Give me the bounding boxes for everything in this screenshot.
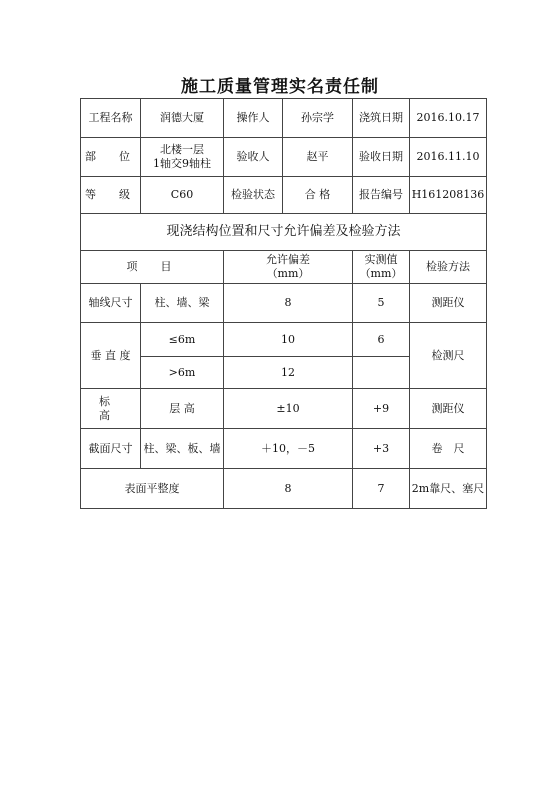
label-grade: 等 级 [81, 177, 141, 214]
info-row-grade [81, 177, 487, 214]
axis-sub: 柱、墙、梁 [141, 284, 224, 323]
row-flatness [81, 469, 487, 509]
section-size-sub: 柱、梁、板、墙 [141, 429, 224, 469]
label-report-number: 报告编号 [353, 177, 410, 214]
elevation-allowed: ±10 [224, 389, 353, 429]
header-allowed-line1: 允许偏差 [266, 253, 310, 266]
axis-measured: 5 [353, 284, 410, 323]
vertical-measured-2 [353, 357, 410, 389]
section-size-name: 截面尺寸 [81, 429, 141, 469]
label-pour-date: 浇筑日期 [353, 99, 410, 138]
header-method: 检验方法 [410, 251, 487, 284]
label-inspection-status: 检验状态 [224, 177, 283, 214]
label-accept-date: 验收日期 [353, 138, 410, 177]
value-operator: 孙宗学 [283, 99, 353, 138]
vertical-measured-1: 6 [353, 323, 410, 357]
header-allowed-line2: （mm） [266, 267, 310, 280]
header-item: 项 目 [81, 251, 224, 284]
value-location-line1: 北楼一层 [160, 143, 204, 156]
value-pour-date: 2016.10.17 [410, 99, 487, 138]
flatness-measured: 7 [353, 469, 410, 509]
header-measured-line2: （mm） [359, 267, 403, 280]
row-elevation [81, 389, 487, 429]
elevation-name: 标 高 [81, 389, 141, 429]
header-row [81, 251, 487, 284]
flatness-name: 表面平整度 [81, 469, 224, 509]
info-row-location [81, 138, 487, 177]
header-allowed-deviation [224, 251, 353, 284]
value-grade: C60 [141, 177, 224, 214]
value-accept-date: 2016.11.10 [410, 138, 487, 177]
row-axis [81, 284, 487, 323]
section-size-method: 卷 尺 [410, 429, 487, 469]
section-size-measured: +3 [353, 429, 410, 469]
value-location-line2: 1轴交9轴柱 [153, 157, 211, 170]
axis-allowed: 8 [224, 284, 353, 323]
document-title: 施工质量管理实名责任制 [181, 77, 379, 97]
value-inspection-status: 合 格 [283, 177, 353, 214]
vertical-sub-2: >6m [141, 357, 224, 389]
vertical-method: 检测尺 [410, 323, 487, 389]
section-title-row [81, 214, 487, 251]
section-title: 现浇结构位置和尺寸允许偏差及检验方法 [81, 214, 487, 251]
vertical-name: 垂 直 度 [81, 323, 141, 389]
value-report-number: H161208136 [410, 177, 487, 214]
elevation-method: 测距仪 [410, 389, 487, 429]
elevation-measured: +9 [353, 389, 410, 429]
label-location: 部 位 [81, 138, 141, 177]
label-project-name: 工程名称 [81, 99, 141, 138]
header-measured [353, 251, 410, 284]
section-size-allowed: ＋10，－5 [224, 429, 353, 469]
flatness-allowed: 8 [224, 469, 353, 509]
row-section-size [81, 429, 487, 469]
value-inspector: 赵平 [283, 138, 353, 177]
header-measured-line1: 实测值 [364, 253, 398, 266]
value-location [141, 138, 224, 177]
flatness-method: 2m靠尺、塞尺 [410, 469, 487, 509]
axis-method: 测距仪 [410, 284, 487, 323]
label-operator: 操作人 [224, 99, 283, 138]
vertical-allowed-2: 12 [224, 357, 353, 389]
label-inspector: 验收人 [224, 138, 283, 177]
value-project-name: 润德大厦 [141, 99, 224, 138]
elevation-sub: 层 高 [141, 389, 224, 429]
quality-record-table [80, 98, 487, 509]
vertical-sub-1: ≤6m [141, 323, 224, 357]
vertical-allowed-1: 10 [224, 323, 353, 357]
info-row-project [81, 99, 487, 138]
row-vertical-1 [81, 323, 487, 357]
axis-name: 轴线尺寸 [81, 284, 141, 323]
